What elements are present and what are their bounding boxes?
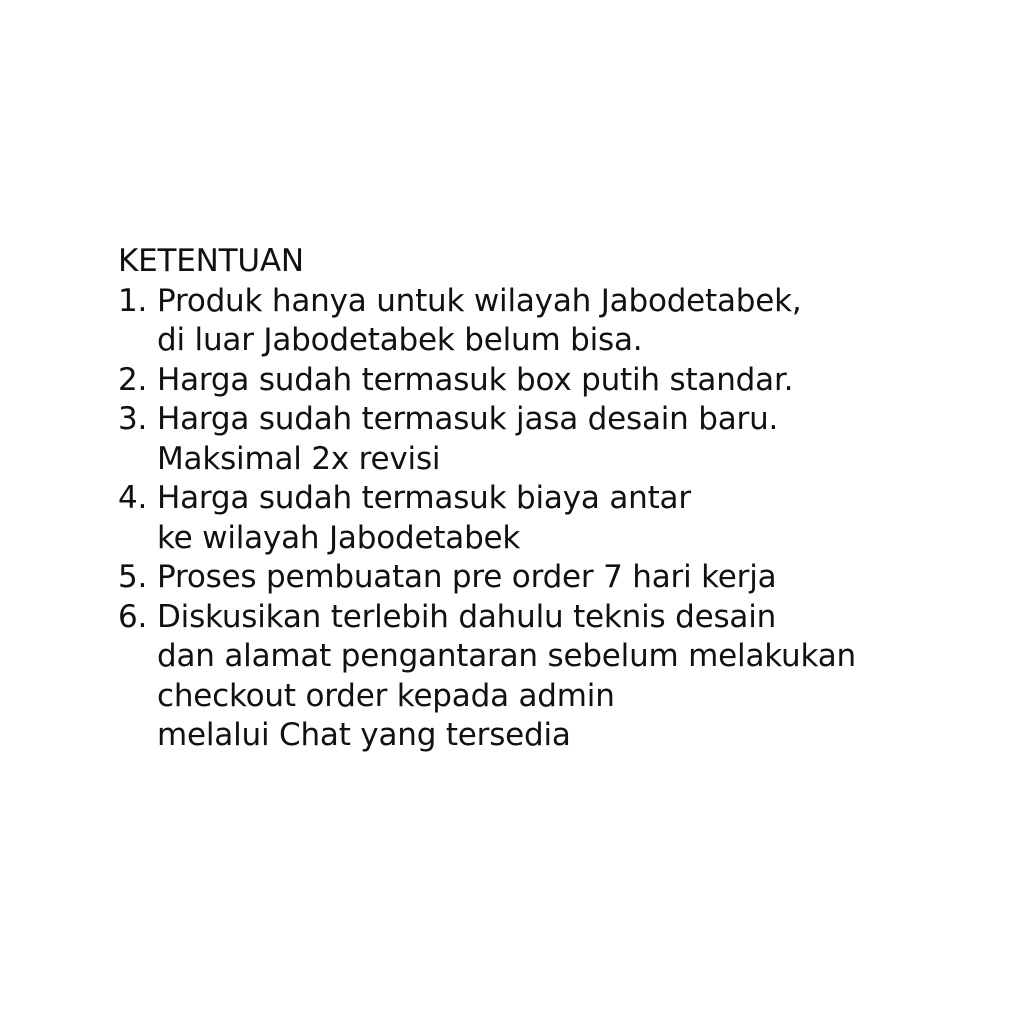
item-line: Harga sudah termasuk box putih standar. — [157, 361, 794, 398]
item-line: Harga sudah termasuk jasa desain baru. — [157, 401, 779, 437]
terms-item-4 — [118, 479, 918, 558]
item-text — [157, 479, 918, 558]
terms-item-2 — [118, 361, 918, 401]
item-line: di luar Jabodetabek belum bisa. — [157, 322, 643, 358]
terms-heading: KETENTUAN — [118, 243, 304, 279]
item-line: Proses pembuatan pre order 7 hari kerja — [157, 559, 777, 595]
item-number: 5. — [118, 559, 148, 595]
item-text — [157, 598, 918, 756]
item-number: 4. — [118, 480, 148, 516]
item-text — [157, 558, 918, 598]
item-number: 1. — [118, 282, 148, 319]
terms-item-5 — [118, 558, 918, 598]
item-line: Maksimal 2x revisi — [157, 440, 441, 477]
terms-item-6 — [118, 598, 918, 756]
item-text — [157, 282, 918, 361]
terms-item-3 — [118, 400, 918, 479]
item-line: Diskusikan terlebih dahulu teknis desain — [157, 598, 777, 635]
terms-block — [118, 242, 918, 756]
item-line: Produk hanya untuk wilayah Jabodetabek, — [157, 282, 802, 319]
terms-list — [118, 282, 918, 756]
item-number: 2. — [118, 361, 148, 398]
item-line: Harga sudah termasuk biaya antar — [157, 480, 691, 516]
item-text — [157, 400, 918, 479]
item-line: ke wilayah Jabodetabek — [157, 519, 521, 556]
item-line: melalui Chat yang tersedia — [157, 717, 571, 753]
item-number: 6. — [118, 598, 148, 635]
item-text — [157, 361, 918, 401]
item-line: checkout order kepada admin — [157, 677, 615, 714]
terms-item-1 — [118, 282, 918, 361]
item-number: 3. — [118, 401, 148, 437]
item-line: dan alamat pengantaran sebelum melakukan — [157, 638, 856, 674]
